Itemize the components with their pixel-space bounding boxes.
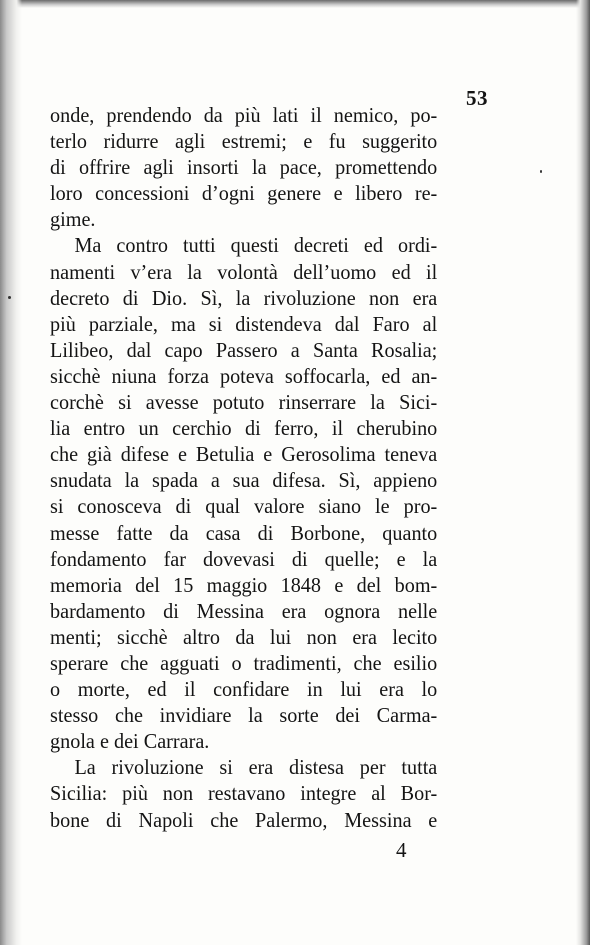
text-line: bone di Napoli che Palermo, Messina e (50, 807, 438, 832)
text-line: o morte, ed il confidare in lui era lo (50, 677, 438, 702)
print-speck (540, 170, 542, 173)
text-line: namenti v’era la volontà dell’uomo ed il (50, 259, 438, 284)
text-line: Lilibeo, dal capo Passero a Santa Rosalia; (50, 337, 438, 362)
binding-shadow (0, 0, 22, 945)
text-line: loro concessioni d’ogni genere e libero re- (50, 181, 438, 206)
text-line: bardamento di Messina era ognora nelle (50, 598, 438, 623)
text-line: più parziale, ma si distendeva dal Faro al (50, 311, 438, 336)
text-line: corchè si avesse potuto rinserrare la Sici- (50, 390, 438, 415)
text-line: gnola e dei Carrara. (50, 729, 210, 754)
text-line: si conosceva di qual valore siano le pro- (50, 494, 438, 519)
page-top-edge (0, 0, 590, 8)
text-line: menti; sicchè altro da lui non era lecito (50, 624, 438, 649)
text-line: La rivoluzione si era distesa per tutta (74, 755, 438, 780)
text-line: snudata la spada a sua difesa. Sì, appieno (50, 468, 438, 493)
body-text (50, 102, 437, 833)
text-line: gime. (50, 207, 96, 232)
text-line: fondamento far dovevasi di quelle; e la (50, 546, 438, 571)
text-line: sicchè niuna forza poteva soffocarla, ed an- (50, 363, 438, 388)
print-speck (8, 296, 11, 299)
page-number: 53 (466, 86, 488, 110)
text-line: che già difese e Betulia e Gerosolima teneva (50, 442, 438, 467)
signature-mark: 4 (396, 838, 407, 862)
text-line: terlo ridurre agli estremi; e fu suggerito (50, 129, 438, 154)
page-right-edge (576, 0, 590, 945)
text-line: decreto di Dio. Sì, la rivoluzione non era (50, 285, 438, 310)
text-line: Sicilia: più non restavano integre al Bor- (50, 781, 438, 806)
text-line: sperare che agguati o tradimenti, che esilio (50, 650, 438, 675)
text-line: memoria del 15 maggio 1848 e del bom- (50, 572, 438, 597)
text-line: Ma contro tutti questi decreti ed ordi- (74, 233, 438, 258)
text-line: stesso che invidiare la sorte dei Carma- (50, 703, 438, 728)
text-line: di offrire agli insorti la pace, promettendo (50, 155, 438, 180)
text-line: messe fatte da casa di Borbone, quanto (50, 520, 438, 545)
text-line: lia entro un cerchio di ferro, il cherubino (50, 416, 438, 441)
text-line: onde, prendendo da più lati il nemico, po- (50, 103, 438, 127)
